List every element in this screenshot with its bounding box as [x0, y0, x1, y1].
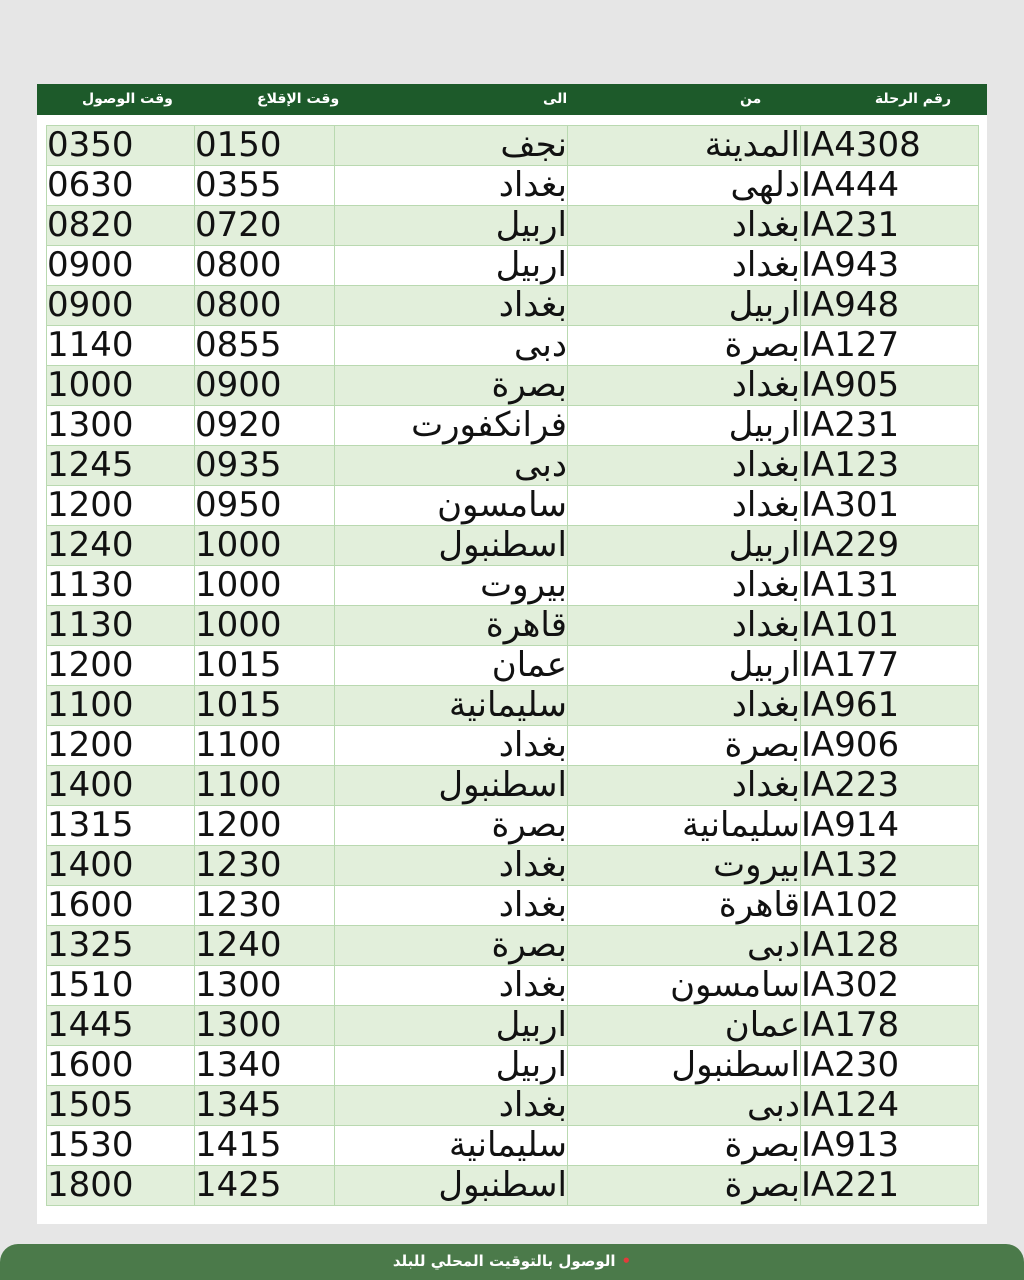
destination-cell: نجف: [335, 126, 568, 166]
origin-cell: بغداد: [568, 606, 801, 646]
departure-time-cell: 1000: [195, 566, 335, 606]
flight-number-cell: IA229: [801, 526, 979, 566]
origin-cell: عمان: [568, 1006, 801, 1046]
table-row: [47, 1006, 979, 1046]
table-row: [47, 406, 979, 446]
flight-number-cell: IA177: [801, 646, 979, 686]
footer-bar: [0, 1244, 1024, 1280]
flight-number-cell: IA961: [801, 686, 979, 726]
arrival-time-cell: 0350: [47, 126, 195, 166]
destination-cell: بصرة: [335, 366, 568, 406]
origin-cell: اربيل: [568, 646, 801, 686]
destination-cell: اربيل: [335, 1006, 568, 1046]
flight-number-cell: IA231: [801, 406, 979, 446]
table-row: [47, 806, 979, 846]
destination-cell: بغداد: [335, 286, 568, 326]
header-departure: وقت الإقلاع: [257, 91, 340, 107]
origin-cell: اسطنبول: [568, 1046, 801, 1086]
departure-time-cell: 1240: [195, 926, 335, 966]
table-row: [47, 726, 979, 766]
table-row: [47, 686, 979, 726]
table-header: [37, 84, 987, 115]
departure-time-cell: 1340: [195, 1046, 335, 1086]
departure-time-cell: 1100: [195, 766, 335, 806]
flight-rows: [47, 126, 979, 1206]
origin-cell: دبى: [568, 926, 801, 966]
flight-number-cell: IA301: [801, 486, 979, 526]
destination-cell: سامسون: [335, 486, 568, 526]
flight-number-cell: IA124: [801, 1086, 979, 1126]
origin-cell: اربيل: [568, 406, 801, 446]
arrival-time-cell: 1100: [47, 686, 195, 726]
arrival-time-cell: 1505: [47, 1086, 195, 1126]
flight-number-cell: IA444: [801, 166, 979, 206]
arrival-time-cell: 0900: [47, 246, 195, 286]
table-row: [47, 286, 979, 326]
destination-cell: اربيل: [335, 246, 568, 286]
flight-number-cell: IA123: [801, 446, 979, 486]
origin-cell: بصرة: [568, 1166, 801, 1206]
table-row: [47, 566, 979, 606]
departure-time-cell: 1000: [195, 526, 335, 566]
table-row: [47, 966, 979, 1006]
departure-time-cell: 1230: [195, 886, 335, 926]
flight-number-cell: IA943: [801, 246, 979, 286]
departure-time-cell: 0800: [195, 246, 335, 286]
destination-cell: اربيل: [335, 206, 568, 246]
table-row: [47, 926, 979, 966]
schedule-panel: [37, 84, 987, 1224]
flight-number-cell: IA128: [801, 926, 979, 966]
destination-cell: سليمانية: [335, 686, 568, 726]
departure-time-cell: 1100: [195, 726, 335, 766]
origin-cell: اربيل: [568, 526, 801, 566]
table-row: [47, 1086, 979, 1126]
arrival-time-cell: 1325: [47, 926, 195, 966]
departure-time-cell: 0800: [195, 286, 335, 326]
flight-number-cell: IA131: [801, 566, 979, 606]
table-row: [47, 846, 979, 886]
flight-number-cell: IA905: [801, 366, 979, 406]
departure-time-cell: 0935: [195, 446, 335, 486]
departure-time-cell: 1200: [195, 806, 335, 846]
arrival-time-cell: 1200: [47, 726, 195, 766]
destination-cell: بغداد: [335, 966, 568, 1006]
origin-cell: بغداد: [568, 766, 801, 806]
departure-time-cell: 1300: [195, 1006, 335, 1046]
arrival-time-cell: 1445: [47, 1006, 195, 1046]
destination-cell: بغداد: [335, 886, 568, 926]
flight-number-cell: IA127: [801, 326, 979, 366]
flight-number-cell: IA178: [801, 1006, 979, 1046]
header-flight-number: رقم الرحلة: [874, 91, 951, 107]
destination-cell: بغداد: [335, 846, 568, 886]
destination-cell: قاهرة: [335, 606, 568, 646]
departure-time-cell: 0355: [195, 166, 335, 206]
flight-number-cell: IA101: [801, 606, 979, 646]
destination-cell: سليمانية: [335, 1126, 568, 1166]
arrival-time-cell: 0900: [47, 286, 195, 326]
flight-number-cell: IA4308: [801, 126, 979, 166]
header-from: من: [740, 91, 762, 107]
destination-cell: دبى: [335, 326, 568, 366]
destination-cell: اسطنبول: [335, 1166, 568, 1206]
arrival-time-cell: 1200: [47, 486, 195, 526]
destination-cell: اربيل: [335, 1046, 568, 1086]
destination-cell: اسطنبول: [335, 526, 568, 566]
departure-time-cell: 1425: [195, 1166, 335, 1206]
table-row: [47, 326, 979, 366]
origin-cell: المدينة: [568, 126, 801, 166]
destination-cell: بغداد: [335, 166, 568, 206]
flight-number-cell: IA231: [801, 206, 979, 246]
destination-cell: بيروت: [335, 566, 568, 606]
table-row: [47, 1126, 979, 1166]
departure-time-cell: 1300: [195, 966, 335, 1006]
destination-cell: دبى: [335, 446, 568, 486]
arrival-time-cell: 1400: [47, 766, 195, 806]
arrival-time-cell: 1530: [47, 1126, 195, 1166]
origin-cell: بغداد: [568, 446, 801, 486]
departure-time-cell: 1415: [195, 1126, 335, 1166]
origin-cell: بغداد: [568, 206, 801, 246]
destination-cell: بغداد: [335, 726, 568, 766]
footer-note-text: الوصول بالتوقيت المحلي للبلد: [392, 1252, 616, 1270]
arrival-time-cell: 0630: [47, 166, 195, 206]
flight-number-cell: IA102: [801, 886, 979, 926]
table-row: [47, 1166, 979, 1206]
table-row: [47, 206, 979, 246]
flight-number-cell: IA913: [801, 1126, 979, 1166]
arrival-time-cell: 1000: [47, 366, 195, 406]
departure-time-cell: 0920: [195, 406, 335, 446]
origin-cell: سليمانية: [568, 806, 801, 846]
origin-cell: بغداد: [568, 246, 801, 286]
origin-cell: بصرة: [568, 726, 801, 766]
arrival-time-cell: 1315: [47, 806, 195, 846]
departure-time-cell: 1345: [195, 1086, 335, 1126]
table-row: [47, 446, 979, 486]
arrival-time-cell: 1240: [47, 526, 195, 566]
table-row: [47, 126, 979, 166]
header-arrival: وقت الوصول: [82, 91, 173, 107]
arrival-time-cell: 1600: [47, 886, 195, 926]
origin-cell: بغداد: [568, 366, 801, 406]
arrival-time-cell: 1245: [47, 446, 195, 486]
flight-schedule-table: [46, 125, 979, 1206]
table-row: [47, 526, 979, 566]
destination-cell: بغداد: [335, 1086, 568, 1126]
destination-cell: بصرة: [335, 806, 568, 846]
destination-cell: عمان: [335, 646, 568, 686]
arrival-time-cell: 1130: [47, 606, 195, 646]
departure-time-cell: 0720: [195, 206, 335, 246]
flight-number-cell: IA302: [801, 966, 979, 1006]
arrival-time-cell: 1130: [47, 566, 195, 606]
flight-number-cell: IA230: [801, 1046, 979, 1086]
table-row: [47, 766, 979, 806]
arrival-time-cell: 0820: [47, 206, 195, 246]
flight-number-cell: IA221: [801, 1166, 979, 1206]
departure-time-cell: 1015: [195, 686, 335, 726]
origin-cell: دبى: [568, 1086, 801, 1126]
flight-number-cell: IA914: [801, 806, 979, 846]
origin-cell: بغداد: [568, 686, 801, 726]
origin-cell: بغداد: [568, 486, 801, 526]
flight-number-cell: IA906: [801, 726, 979, 766]
origin-cell: سامسون: [568, 966, 801, 1006]
origin-cell: قاهرة: [568, 886, 801, 926]
bullet-icon: •: [621, 1252, 632, 1270]
table-row: [47, 166, 979, 206]
flight-number-cell: IA223: [801, 766, 979, 806]
departure-time-cell: 1015: [195, 646, 335, 686]
destination-cell: اسطنبول: [335, 766, 568, 806]
departure-time-cell: 1230: [195, 846, 335, 886]
header-to: الى: [543, 91, 568, 107]
origin-cell: بصرة: [568, 1126, 801, 1166]
table-row: [47, 366, 979, 406]
arrival-time-cell: 1600: [47, 1046, 195, 1086]
destination-cell: فرانكفورت: [335, 406, 568, 446]
arrival-time-cell: 1300: [47, 406, 195, 446]
arrival-time-cell: 1200: [47, 646, 195, 686]
origin-cell: بصرة: [568, 326, 801, 366]
departure-time-cell: 0855: [195, 326, 335, 366]
departure-time-cell: 1000: [195, 606, 335, 646]
footer-note: [0, 1252, 1024, 1270]
table-row: [47, 606, 979, 646]
destination-cell: بصرة: [335, 926, 568, 966]
arrival-time-cell: 1800: [47, 1166, 195, 1206]
origin-cell: اربيل: [568, 286, 801, 326]
table-row: [47, 646, 979, 686]
table-row: [47, 486, 979, 526]
departure-time-cell: 0900: [195, 366, 335, 406]
departure-time-cell: 0150: [195, 126, 335, 166]
flight-number-cell: IA948: [801, 286, 979, 326]
arrival-time-cell: 1140: [47, 326, 195, 366]
arrival-time-cell: 1400: [47, 846, 195, 886]
origin-cell: دلهى: [568, 166, 801, 206]
origin-cell: بيروت: [568, 846, 801, 886]
origin-cell: بغداد: [568, 566, 801, 606]
departure-time-cell: 0950: [195, 486, 335, 526]
table-row: [47, 886, 979, 926]
arrival-time-cell: 1510: [47, 966, 195, 1006]
flight-number-cell: IA132: [801, 846, 979, 886]
table-row: [47, 1046, 979, 1086]
table-row: [47, 246, 979, 286]
